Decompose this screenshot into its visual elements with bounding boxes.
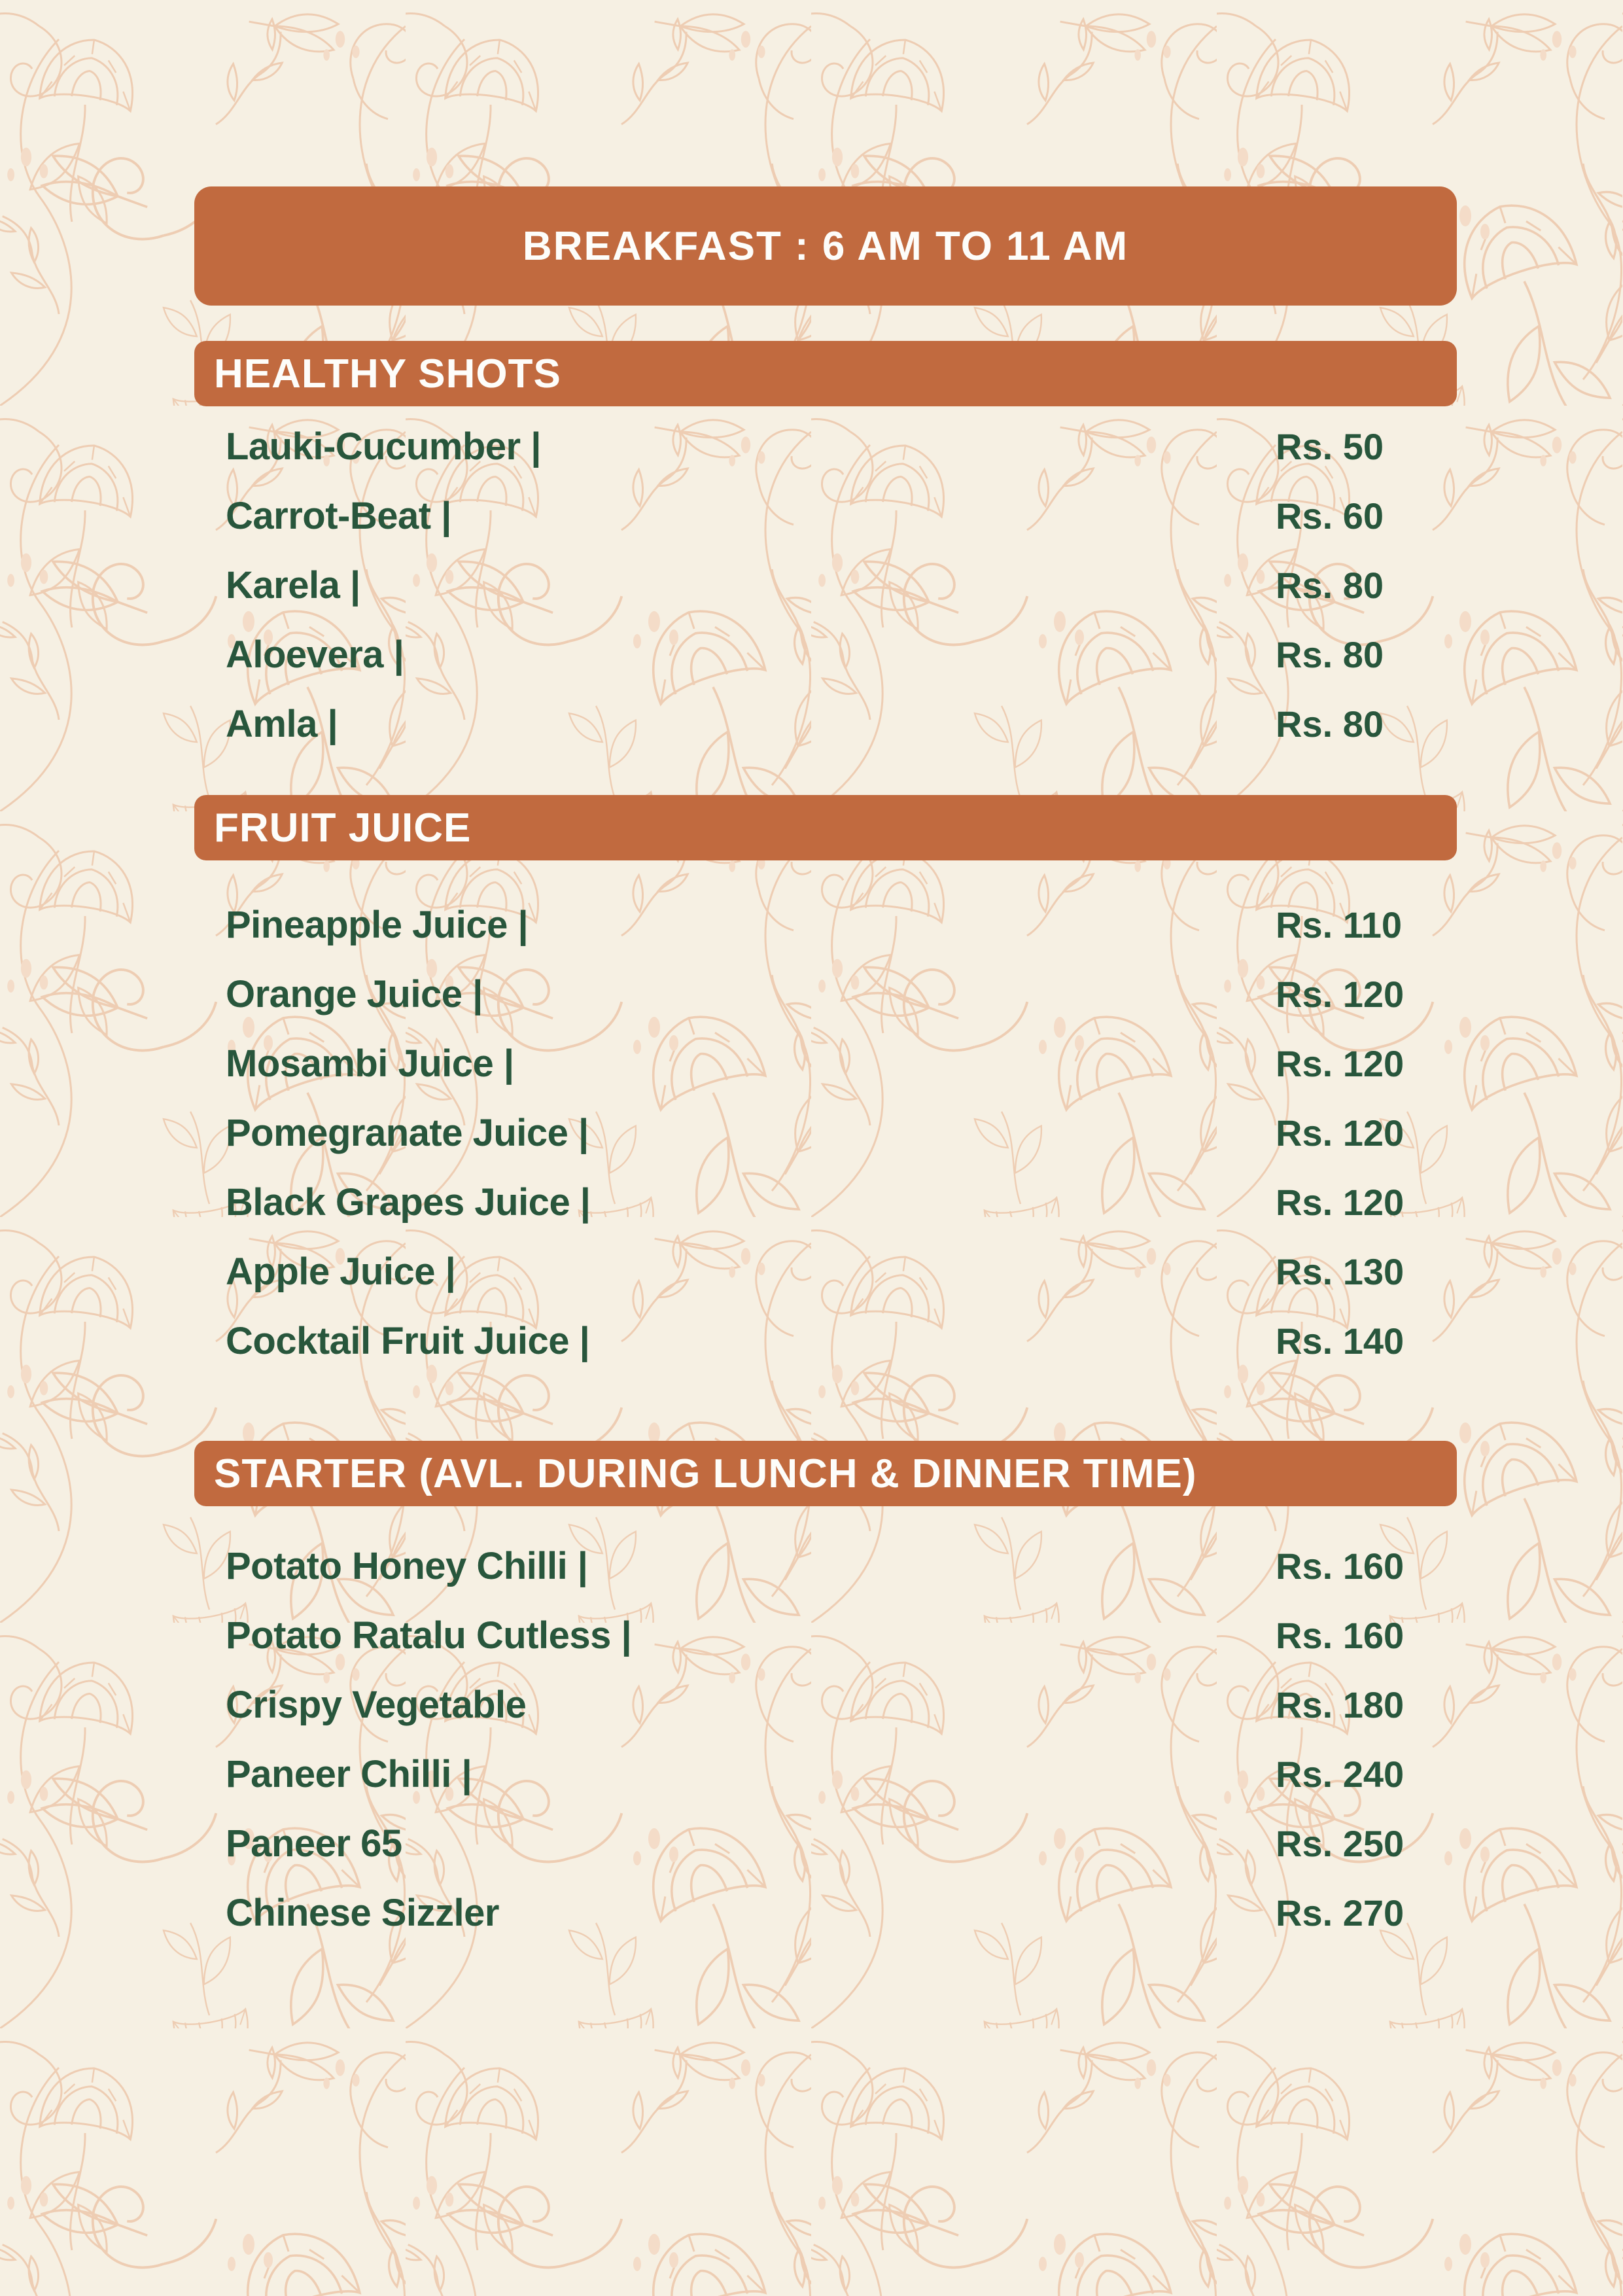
menu-item-price: Rs. 110: [1276, 904, 1403, 945]
section-items: [194, 860, 1457, 1375]
menu-item-price: Rs. 80: [1276, 564, 1384, 606]
menu-item-price: Rs. 120: [1276, 1112, 1405, 1154]
menu-item-row: [226, 890, 1457, 959]
menu-item-name: Lauki-Cucumber |: [226, 425, 541, 468]
menu-item-row: [226, 550, 1457, 620]
menu-item-row: [226, 1531, 1457, 1600]
menu-sections: [194, 341, 1457, 1947]
menu-item-price: Rs. 240: [1276, 1753, 1405, 1795]
menu-item-row: [226, 412, 1457, 481]
menu-item-row: [226, 1167, 1457, 1237]
menu-item-name: Potato Honey Chilli |: [226, 1544, 588, 1587]
menu-section: [194, 341, 1457, 758]
menu-item-name: Chinese Sizzler: [226, 1891, 499, 1934]
menu-item-name: Pomegranate Juice |: [226, 1111, 589, 1154]
menu-content: [194, 186, 1457, 1947]
menu-item-row: [226, 1878, 1457, 1947]
menu-item-row: [226, 1237, 1457, 1306]
menu-section: [194, 1441, 1457, 1947]
menu-item-name: Aloevera |: [226, 633, 404, 676]
menu-item-price: Rs. 180: [1276, 1684, 1405, 1725]
menu-item-name: Cocktail Fruit Juice |: [226, 1319, 590, 1362]
section-items: [194, 406, 1457, 758]
menu-item-row: [226, 689, 1457, 758]
menu-item-row: [226, 1029, 1457, 1098]
section-header-bar: [194, 795, 1457, 860]
menu-item-price: Rs. 120: [1276, 973, 1405, 1015]
section-header-bar: [194, 1441, 1457, 1506]
section-title: HEALTHY SHOTS: [214, 351, 561, 397]
menu-item-row: [226, 620, 1457, 689]
menu-item-row: [226, 959, 1457, 1029]
menu-item-row: [226, 1306, 1457, 1375]
menu-item-name: Orange Juice |: [226, 972, 483, 1016]
menu-item-price: Rs. 80: [1276, 633, 1384, 675]
menu-header-title: BREAKFAST : 6 AM TO 11 AM: [522, 223, 1129, 269]
menu-item-price: Rs. 140: [1276, 1320, 1405, 1362]
menu-item-name: Paneer 65: [226, 1822, 402, 1865]
menu-item-name: Paneer Chilli |: [226, 1752, 472, 1795]
menu-item-price: Rs. 160: [1276, 1614, 1405, 1656]
menu-item-row: [226, 1670, 1457, 1739]
section-items: [194, 1506, 1457, 1947]
menu-item-row: [226, 481, 1457, 550]
menu-item-price: Rs. 130: [1276, 1250, 1405, 1292]
menu-item-name: Pineapple Juice |: [226, 903, 529, 946]
menu-item-price: Rs. 160: [1276, 1545, 1405, 1587]
menu-item-row: [226, 1098, 1457, 1167]
menu-item-price: Rs. 270: [1276, 1892, 1405, 1934]
menu-item-price: Rs. 120: [1276, 1181, 1405, 1223]
menu-item-name: Apple Juice |: [226, 1250, 456, 1293]
menu-item-name: Crispy Vegetable: [226, 1683, 527, 1726]
menu-header-bar: [194, 186, 1457, 306]
menu-item-name: Carrot-Beat |: [226, 494, 451, 537]
menu-item-price: Rs. 80: [1276, 703, 1384, 745]
section-title: FRUIT JUICE: [214, 805, 472, 851]
menu-item-row: [226, 1739, 1457, 1809]
menu-item-price: Rs. 50: [1276, 425, 1384, 467]
menu-item-row: [226, 1600, 1457, 1670]
menu-section: [194, 795, 1457, 1375]
menu-item-name: Potato Ratalu Cutless |: [226, 1614, 632, 1657]
menu-item-price: Rs. 60: [1276, 495, 1384, 537]
section-header-bar: [194, 341, 1457, 406]
menu-item-price: Rs. 250: [1276, 1822, 1405, 1864]
section-title: STARTER (AVL. DURING LUNCH & DINNER TIME): [214, 1451, 1197, 1496]
menu-item-name: Amla |: [226, 702, 338, 745]
menu-item-row: [226, 1809, 1457, 1878]
menu-item-name: Karela |: [226, 563, 360, 607]
menu-item-price: Rs. 120: [1276, 1042, 1405, 1084]
menu-item-name: Mosambi Juice |: [226, 1042, 514, 1085]
menu-item-name: Black Grapes Juice |: [226, 1180, 591, 1224]
